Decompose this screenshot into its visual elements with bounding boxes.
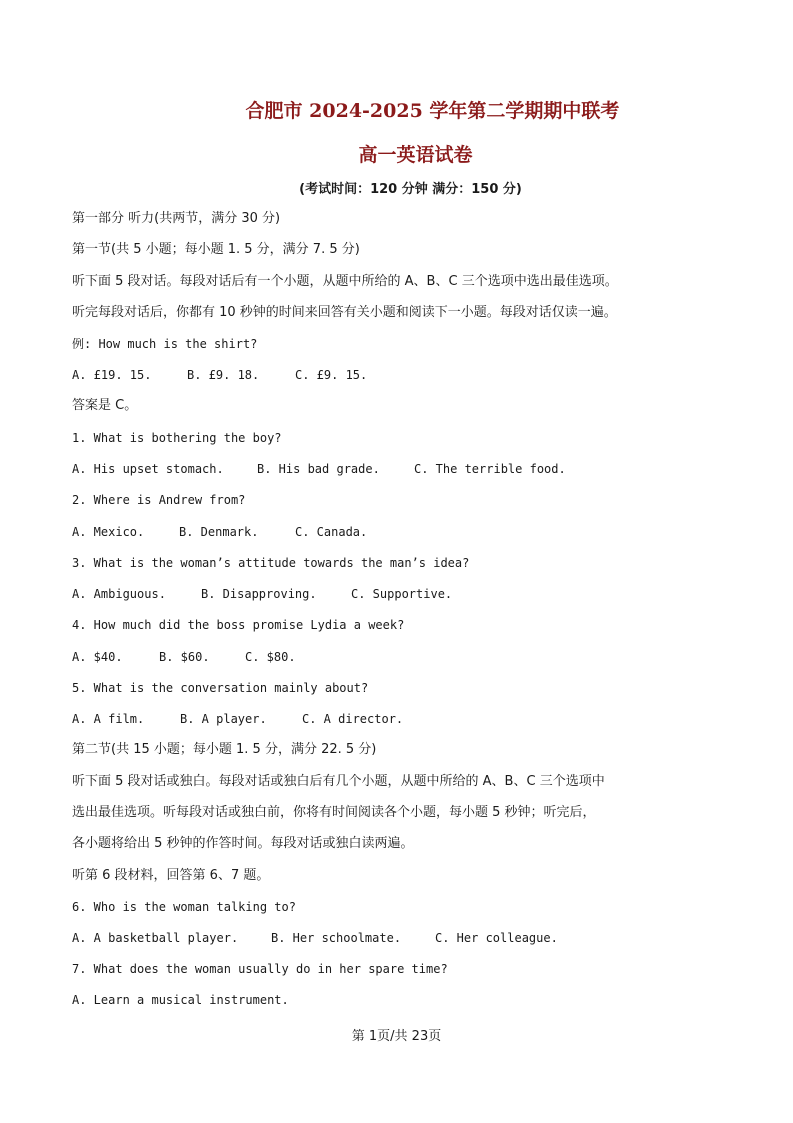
instructions: 听完每段对话后，你都有 10 秒钟的时间来回答有关小题和阅读下一小题。每段对话仅读一遍。	[72, 305, 617, 320]
options	[72, 461, 566, 477]
section-heading: 第二节(共 15 小题；每小题 1. 5 分，满分 22. 5 分)	[72, 742, 377, 757]
question: 2. Where is Andrew from?	[72, 493, 246, 507]
question: 3. What is the woman’s attitude towards the man’s idea?	[72, 556, 470, 570]
option: C. Her colleague.	[435, 931, 558, 945]
question: 4. How much did the boss promise Lydia a week?	[72, 618, 405, 632]
part-heading: 第一部分 听力(共两节，满分 30 分)	[72, 211, 281, 226]
option: B. A player.	[180, 712, 267, 726]
options	[72, 586, 452, 602]
option: A. $40.	[72, 650, 123, 664]
option: A. Mexico.	[72, 525, 145, 539]
exam-title: 合肥市 2024-2025 学年第二学期期中联考	[245, 100, 620, 122]
material-heading: 听第 6 段材料，回答第 6、7 题。	[72, 868, 270, 883]
options	[72, 524, 367, 540]
option: C. A director.	[302, 712, 404, 726]
instructions: 听下面 5 段对话或独白。每段对话或独白后有几个小题，从题中所给的 A、B、C 三个选项中	[72, 774, 605, 789]
option: C. Supportive.	[351, 587, 453, 601]
option: A. Learn a musical instrument.	[72, 993, 289, 1007]
options	[72, 930, 558, 946]
option: B. Denmark.	[179, 525, 259, 539]
option: B. Her schoolmate.	[271, 931, 402, 945]
question: 7. What does the woman usually do in her spare time?	[72, 962, 448, 976]
option: A. A basketball player.	[72, 931, 239, 945]
option: B. £9. 18.	[187, 368, 260, 382]
instructions: 各小题将给出 5 秒钟的作答时间。每段对话或独白读两遍。	[72, 836, 414, 851]
option: A. His upset stomach.	[72, 462, 224, 476]
option: A. Ambiguous.	[72, 587, 166, 601]
section-heading: 第一节(共 5 小题；每小题 1. 5 分，满分 7. 5 分)	[72, 242, 360, 257]
option: A. £19. 15.	[72, 368, 152, 382]
option: C. The terrible food.	[414, 462, 566, 476]
question: 5. What is the conversation mainly about?	[72, 681, 369, 695]
option: B. Disapproving.	[201, 587, 317, 601]
options	[72, 711, 403, 727]
example-question: 例: How much is the shirt?	[72, 337, 258, 351]
instructions: 选出最佳选项。听每段对话或独白前，你将有时间阅读各个小题，每小题 5 秒钟；听完后，	[72, 805, 596, 820]
example-options	[72, 367, 367, 383]
option: B. His bad grade.	[257, 462, 380, 476]
exam-info: (考试时间：120 分钟 满分：150 分)	[299, 182, 522, 197]
instructions: 听下面 5 段对话。每段对话后有一个小题，从题中所给的 A、B、C 三个选项中选出最佳选项。	[72, 274, 618, 289]
question: 1. What is bothering the boy?	[72, 431, 282, 445]
example-answer: 答案是 C。	[72, 398, 138, 413]
page-number: 第 1页/共 23页	[351, 1029, 442, 1044]
exam-subtitle: 高一英语试卷	[358, 144, 473, 166]
question: 6. Who is the woman talking to?	[72, 900, 296, 914]
option: C. $80.	[245, 650, 296, 664]
options	[72, 649, 296, 665]
option: A. A film.	[72, 712, 145, 726]
option: C. Canada.	[295, 525, 368, 539]
option: C. £9. 15.	[295, 368, 368, 382]
option: B. $60.	[159, 650, 210, 664]
